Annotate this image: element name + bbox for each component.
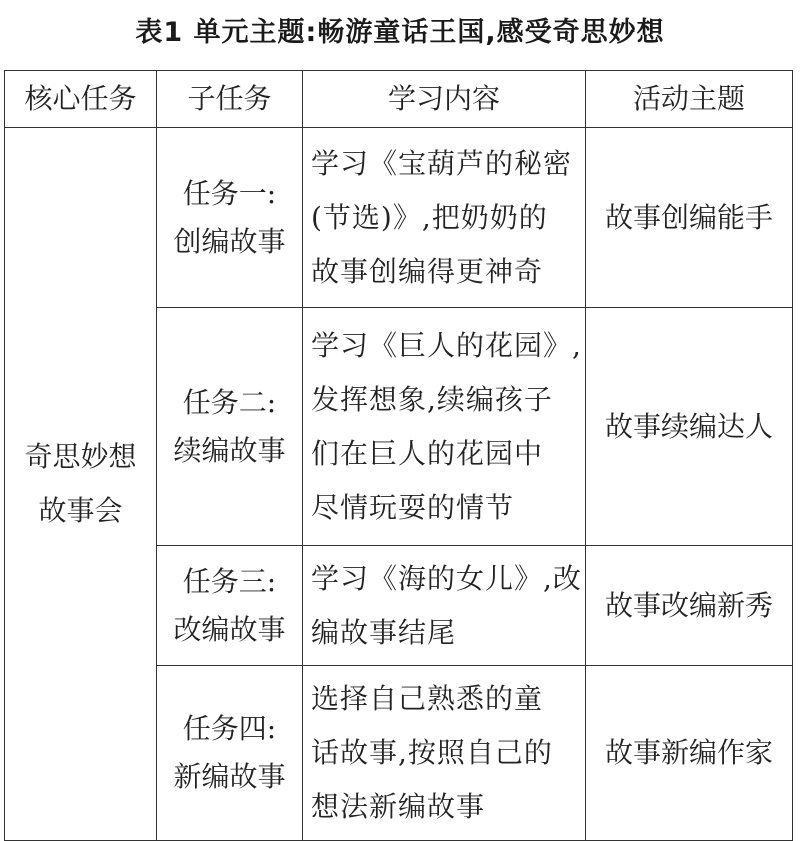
header-content: 学习内容 [303, 71, 586, 128]
subtask-label: 任务三: [182, 564, 277, 598]
core-task-line: 故事会 [38, 494, 123, 527]
content-line: (节选)》,把奶奶的 [311, 200, 548, 234]
header-core-task: 核心任务 [5, 71, 157, 128]
table-row [5, 128, 793, 308]
theme-cell: 故事续编达人 [586, 308, 793, 546]
table-title: 表1 单元主题:畅游童话王国,感受奇思妙想 [135, 17, 665, 48]
content-line: 发挥想象,续编孩子 [311, 382, 553, 416]
content-cell [303, 666, 586, 841]
content-line: 选择自己熟悉的童 [311, 682, 544, 715]
content-line: 学习《巨人的花园》, [311, 328, 582, 362]
theme-cell: 故事新编作家 [586, 666, 793, 841]
subtask-cell [157, 308, 303, 546]
theme-cell: 故事改编新秀 [586, 546, 793, 666]
content-line: 尽情玩耍的情节 [311, 490, 515, 524]
content-line: 学习《海的女儿》,改 [311, 561, 582, 595]
header-subtask: 子任务 [157, 71, 303, 128]
content-line: 故事创编得更神奇 [311, 254, 544, 288]
unit-table [4, 70, 793, 841]
content-cell [303, 128, 586, 308]
subtask-name: 创编故事 [173, 224, 286, 258]
subtask-cell [157, 128, 303, 308]
header-row [5, 71, 793, 128]
core-task-cell [5, 128, 157, 841]
subtask-name: 改编故事 [173, 612, 286, 646]
subtask-cell [157, 546, 303, 666]
header-theme: 活动主题 [586, 71, 793, 128]
content-cell [303, 546, 586, 666]
core-task-line: 奇思妙想 [24, 440, 137, 473]
content-line: 想法新编故事 [311, 790, 486, 823]
content-line: 学习《宝葫芦的秘密 [311, 146, 573, 180]
subtask-label: 任务二: [182, 385, 277, 419]
subtask-name: 续编故事 [173, 433, 286, 467]
content-line: 们在巨人的花园中 [311, 436, 544, 470]
content-line: 话故事,按照自己的 [311, 736, 553, 769]
subtask-label: 任务一: [182, 176, 277, 210]
content-cell [303, 308, 586, 546]
subtask-label: 任务四: [182, 712, 277, 745]
subtask-name: 新编故事 [173, 760, 286, 793]
subtask-cell [157, 666, 303, 841]
theme-cell: 故事创编能手 [586, 128, 793, 308]
content-line: 编故事结尾 [311, 615, 457, 649]
